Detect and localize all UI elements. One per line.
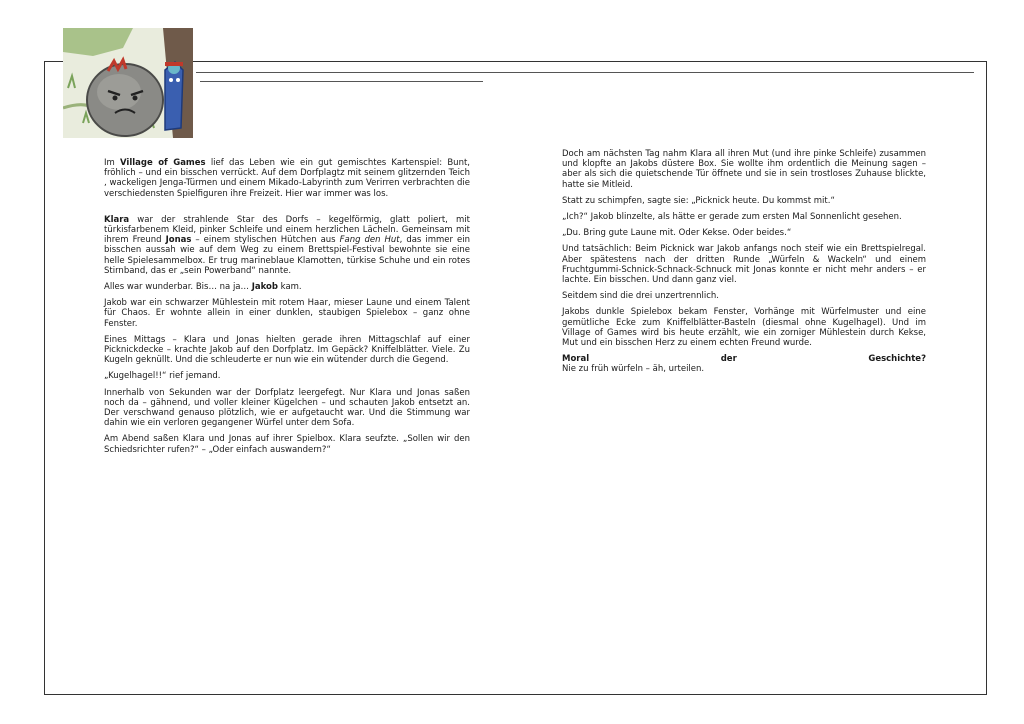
- paragraph-inseparable: Seitdem sind die drei unzertrennlich.: [562, 291, 719, 302]
- paragraph-evening: Am Abend saßen Klara und Jonas auf ihrer Spielbox. Klara seufzte. „Sollen wir den Schiedsrichter rufen?“ – „Oder einfach auswandern?“: [104, 434, 470, 455]
- paragraph-picnic: Und tatsächlich: Beim Picknick war Jakob anfangs noch steif wie ein Brettspielregal. Aber spätestens nach der dritten Runde „Würfeln & Wackeln“ und einem Fruchtgummi-Schnick-Schnack-Schnuck mit Jonas konnte er nicht mehr anders – er lachte. Ein bisschen. Und dann ganz viel.: [562, 244, 926, 286]
- moral-text: Nie zu früh würfeln – äh, urteilen.: [562, 364, 705, 375]
- paragraph-picnic-attack: Eines Mittags – Klara und Jonas hielten gerade ihren Mittagschlaf auf einer Picknickdecke – krachte Jakob auf den Dorfplatz. Im Gepäck? Kniffelblätter. Viele. Zu Kugeln geknüllt. Und die schleuderte er nun wie ein wütender durch die Gegend.: [104, 334, 470, 366]
- paragraph-klara: Klara war der strahlende Star des Dorfs – kegelförmig, glatt poliert, mit türkisfarbenem Kleid, pinker Schleife und einem herzlichen Lächeln. Gemeinsam mit ihrem Freund Jonas – einem stylischen Hütchen aus Fang den Hut, das immer ein bisschen aussah wie auf dem Weg zu einem Brettspiel-Festival bewohnte sie eine helle Spielesammelbox. Er trug marineblaue Klamotten, türkise Schuhe und ein rotes Stirnband, das er „sein Powerband“ nannte.: [104, 214, 470, 276]
- paragraph-jakob-arrives: Alles war wunderbar. Bis… na ja… Jakob kam.: [104, 282, 302, 293]
- paragraph-next-day: Doch am nächsten Tag nahm Klara all ihren Mut (und ihre pinke Schleife) zusammen und klopfte an Jakobs düstere Box. Sie wollte ihm ordentlich die Meinung sagen – aber als sich die quietschende Tür öffnete und sie in sein trostloses Zuhause blickte, hatte sie Mitleid.: [562, 149, 926, 190]
- story-column-right: [562, 149, 926, 375]
- illustration: [63, 28, 193, 138]
- header-rule-long: [196, 72, 974, 73]
- story-column-left: [104, 158, 470, 461]
- paragraph-dorfplatz-empty: Innerhalb von Sekunden war der Dorfplatz leergefegt. Nur Klara und Jonas saßen noch da – gähnend, und voller kleiner Kügelchen – und schauten Jakob entsetzt an. Der verschwand genauso plötzlich, wie er aufgetaucht war. Und die Stimmung war dahin wie ein verloren gegangener Würfel unter dem Sofa.: [104, 387, 470, 429]
- paragraph-jakob-blinks: „Ich?“ Jakob blinzelte, als hätte er gerade zum ersten Mal Sonnenlicht gesehen.: [562, 212, 902, 223]
- paragraph-jakob-description: Jakob war ein schwarzer Mühlestein mit rotem Haar, mieser Laune und einem Talent für Chaos. Er wohnte allein in einer dunklen, staubigen Spielebox – ganz ohne Fenster.: [104, 298, 470, 329]
- header-rule-short: [200, 81, 483, 82]
- paragraph-kugelhagel: „Kugelhagel!!“ rief jemand.: [104, 371, 221, 382]
- paragraph-ending: Jakobs dunkle Spielebox bekam Fenster, Vorhänge mit Würfelmuster und eine gemütliche Ecke zum Kniffelblätter-Basteln (diesmal ohne Kugelhagel). Und im Village of Games wird bis heute erzählt, wie ein zorniger Mühlestein durch Kekse, Mut und ein bisschen Herz zu einem echten Freund wurde.: [562, 307, 926, 349]
- paragraph-intro: Im Village of Games lief das Leben wie ein gut gemischtes Kartenspiel: Bunt, fröhlich – und ein bisschen verrückt. Auf dem Dorfplagtz mit seinem glitzernden Teich , wackeligen Jenga-Türmen und einem Mikado-Labyrinth zum Verirren verbrachten die verschiedensten Spielfiguren ihre Freizeit. Hier war immer was los.: [104, 158, 470, 199]
- angry-millstone-drawing: [63, 28, 193, 138]
- moral-heading: Moral der Geschichte?: [562, 354, 926, 365]
- paragraph-invitation: Statt zu schimpfen, sagte sie: „Picknick heute. Du kommst mit.“: [562, 195, 835, 206]
- paragraph-bring-mood: „Du. Bring gute Laune mit. Oder Kekse. Oder beides.“: [562, 228, 792, 239]
